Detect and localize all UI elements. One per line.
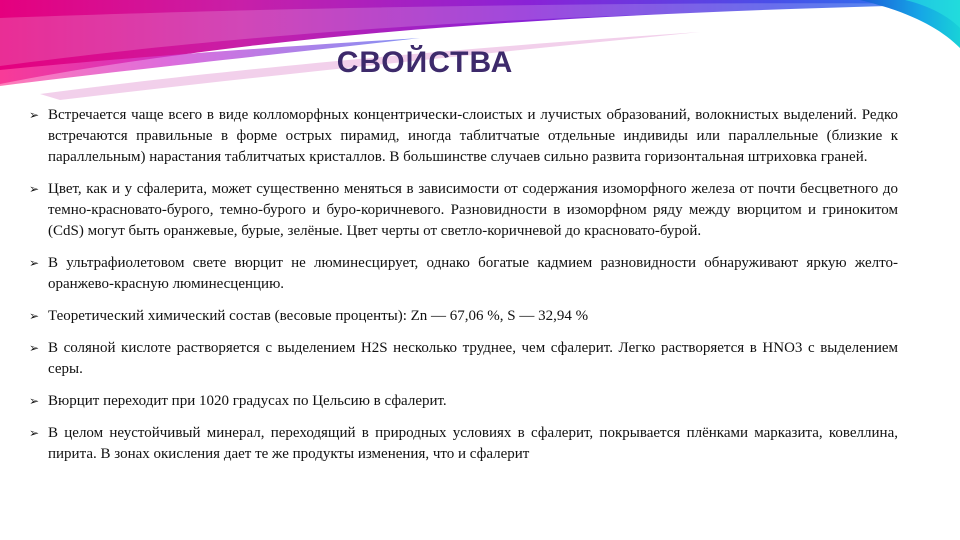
list-item-text: В ультрафиолетовом свете вюрцит не люминесцирует, однако богатые кадмием разновидности обнаруживают яркую желто-оранжево-красную люминесценцию. [48,255,898,292]
list-item-text: Встречается чаще всего в виде колломорфных концентрически-слоистых и лучистых образований, волокнистых выделений. Редко встречаются правильные в форме острых пирамид, иногда таблитчатые отдельные индивиды или параллельные (близкие к параллельным) нарастания таблитчатых кристаллов. В большинстве случаев сильно развита горизонтальная штриховка граней. [48,107,898,165]
arrowhead-bullet-icon: ➢ [29,182,40,196]
list-item [29,306,898,327]
list-item [29,423,898,465]
list-item-text: В соляной кислоте растворяется с выделением H2S несколько труднее, чем сфалерит. Легко растворяется в HNO3 с выделением серы. [48,340,898,377]
list-item [29,253,898,295]
page-title: СВОЙСТВА [336,46,514,79]
list-item [29,338,898,380]
arrowhead-bullet-icon: ➢ [29,341,40,355]
list-item-text: Цвет, как и у сфалерита, может существенно меняться в зависимости от содержания изоморфного железа от почти бесцветного до темно-красновато-бурого, темно-бурого и буро-коричневого. Разновидности в изоморфном ряду между вюрцитом и гринокитом (CdS) могут быть оранжевые, бурые, зелёные. Цвет черты от светло-коричневой до красновато-бурой. [48,181,898,239]
arrowhead-bullet-icon: ➢ [29,256,40,270]
list-item-text: В целом неустойчивый минерал, переходящий в природных условиях в сфалерит, покрывается плёнками марказита, ковеллина, пирита. В зонах окисления дает те же продукты изменения, что и сфалерит [48,425,898,462]
list-item-text: Вюрцит переходит при 1020 градусах по Цельсию в сфалерит. [48,393,447,409]
list-item [29,105,898,168]
list-item [29,179,898,242]
list-item [29,391,898,412]
arrowhead-bullet-icon: ➢ [29,426,40,440]
arrowhead-bullet-icon: ➢ [29,108,40,122]
arrowhead-bullet-icon: ➢ [29,394,40,408]
list-item-text: Теоретический химический состав (весовые проценты): Zn — 67,06 %, S — 32,94 % [48,308,589,324]
properties-list [29,105,898,476]
arrowhead-bullet-icon: ➢ [29,309,40,323]
